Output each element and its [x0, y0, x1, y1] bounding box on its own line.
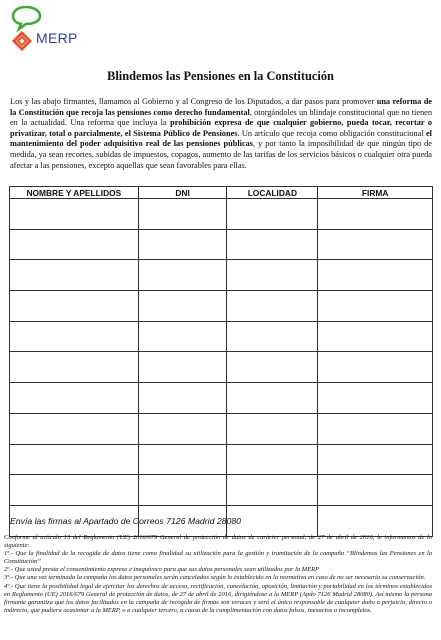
name-cell[interactable] [10, 444, 139, 475]
name-cell[interactable] [10, 352, 139, 383]
table-row [10, 475, 433, 506]
table-row [10, 229, 433, 260]
table-row [10, 291, 433, 322]
locality-cell[interactable] [227, 321, 318, 352]
locality-cell[interactable] [227, 260, 318, 291]
signature-cell[interactable] [318, 229, 433, 260]
column-header-dni: DNI [138, 187, 227, 199]
legal-paragraph: 2º.- Que usted presta el consentimiento expreso e inequívoco para que sus datos personales sean utilizados por la MERP [4, 566, 320, 574]
signature-cell[interactable] [318, 199, 433, 230]
name-cell[interactable] [10, 260, 139, 291]
petition-text-part: , y por tanto la imposibilidad de que ningún tipo de medida, ya sean recortes, subidas de impuestos, copagos, aumento de las tarifas de los servicios básicos o cualquier otra pueda afectar a las pensiones, excepto aquellas que sean favorables para ellas. [10, 139, 432, 170]
signature-cell[interactable] [318, 321, 433, 352]
dni-cell[interactable] [138, 291, 227, 322]
signature-cell[interactable] [318, 475, 433, 506]
signature-cell[interactable] [318, 291, 433, 322]
locality-cell[interactable] [227, 352, 318, 383]
petition-text-part: , otorgándoles un blindaje constitucional que no tienen en la actualidad. Una reforma que incluya la [10, 107, 432, 128]
table-header-row [10, 187, 433, 199]
table-row [10, 413, 433, 444]
signature-cell[interactable] [318, 505, 433, 536]
signature-cell[interactable] [318, 413, 433, 444]
petition-text-bold: una reforma de la Constitución que recoja las pensiones como derecho fundamental [10, 97, 432, 117]
dni-cell[interactable] [138, 260, 227, 291]
locality-cell[interactable] [227, 444, 318, 475]
dni-cell[interactable] [138, 321, 227, 352]
name-cell[interactable] [10, 291, 139, 322]
dni-cell[interactable] [138, 475, 227, 506]
petition-text-part: Los y las abajo firmantes, llamamos al Gobierno y al Congreso de los Diputados, a dar pasos para promover [10, 97, 377, 106]
legal-paragraph: 1º.- Que la finalidad de la recogida de datos tiene como finalidad su utilización para la gestión y tramitación de la campaña “Blindemos las Pensiones en la Constitución” [4, 550, 432, 566]
column-header-locality: LOCALIDAD [227, 187, 318, 199]
legal-paragraph: 3º.- Que una vez terminada la campaña los datos personales serán cancelados según lo establecido en la normativa en caso de no ser necesaria su conservación. [4, 574, 426, 582]
dni-cell[interactable] [138, 383, 227, 414]
locality-cell[interactable] [227, 383, 318, 414]
name-cell[interactable] [10, 229, 139, 260]
name-cell[interactable] [10, 383, 139, 414]
name-cell[interactable] [10, 413, 139, 444]
table-row [10, 444, 433, 475]
signature-rows [10, 199, 433, 537]
table-row [10, 383, 433, 414]
locality-cell[interactable] [227, 199, 318, 230]
table-row [10, 352, 433, 383]
signature-cell[interactable] [318, 444, 433, 475]
signature-table [9, 186, 433, 537]
signature-cell[interactable] [318, 260, 433, 291]
name-cell[interactable] [10, 321, 139, 352]
legal-paragraph: Conforme al artículo 13 del Reglamento (UE) 2016/679 General de protección de datos de carácter personal, de 27 de abril de 2016, le informamos de lo siguiente: [4, 534, 432, 550]
locality-cell[interactable] [227, 413, 318, 444]
table-row [10, 321, 433, 352]
dni-cell[interactable] [138, 352, 227, 383]
dni-cell[interactable] [138, 199, 227, 230]
dni-cell[interactable] [138, 229, 227, 260]
diamond-icon [14, 33, 30, 49]
signature-cell[interactable] [318, 352, 433, 383]
dni-cell[interactable] [138, 413, 227, 444]
document-title: Blindemos las Pensiones en la Constitución [107, 69, 334, 83]
legal-paragraph: 4º.- Que tiene la posibilidad legal de ejercitar los derechos de acceso, rectificación, cancelación, oposición, limitación y portabilidad en los términos establecidos en Reglamento (UE) 2016/679 General de protección de datos, de 27 de abril de 2016, dirigiéndose a la MERP (Apdo 7126 Madrid 28080). Así mismo la persona firmante garantiza que los datos facilitados en la campaña de recogida de firmas son veraces y será el único responsable de cualquier daño o perjuicio, directo o indirecto, que pudiera ocasionar a la MERP, o a cualquier tercero, a causa de la cumplimentación con datos falsos, inexactos o incompletos. [4, 582, 432, 614]
legal-notice [4, 534, 432, 615]
column-header-signature: FIRMA [318, 187, 433, 199]
locality-cell[interactable] [227, 475, 318, 506]
name-cell[interactable] [10, 475, 139, 506]
petition-text-bold: prohibición expresa de que cualquier gobierno, pueda tocar, recortar o privatizar, total o parcialmente, el Sistema Público de Pensiones [10, 118, 432, 138]
logo-text: MERP [36, 30, 78, 46]
column-header-name: NOMBRE Y APELLIDOS [10, 187, 139, 199]
signature-cell[interactable] [318, 383, 433, 414]
table-row [10, 260, 433, 291]
petition-text [10, 97, 432, 171]
dni-cell[interactable] [138, 444, 227, 475]
name-cell[interactable] [10, 199, 139, 230]
table-row [10, 199, 433, 230]
locality-cell[interactable] [227, 229, 318, 260]
petition-text-part: . Un artículo que recoja como obligación constitucional [237, 128, 426, 138]
locality-cell[interactable] [227, 291, 318, 322]
petition-text-bold: el mantenimiento del poder adquisitivo real de las pensiones públicas [10, 128, 432, 149]
mailing-address-note: Envía las firmas al Apartado de Correos 7126 Madrid 28080 [10, 516, 241, 526]
speech-bubble-icon [13, 7, 40, 29]
